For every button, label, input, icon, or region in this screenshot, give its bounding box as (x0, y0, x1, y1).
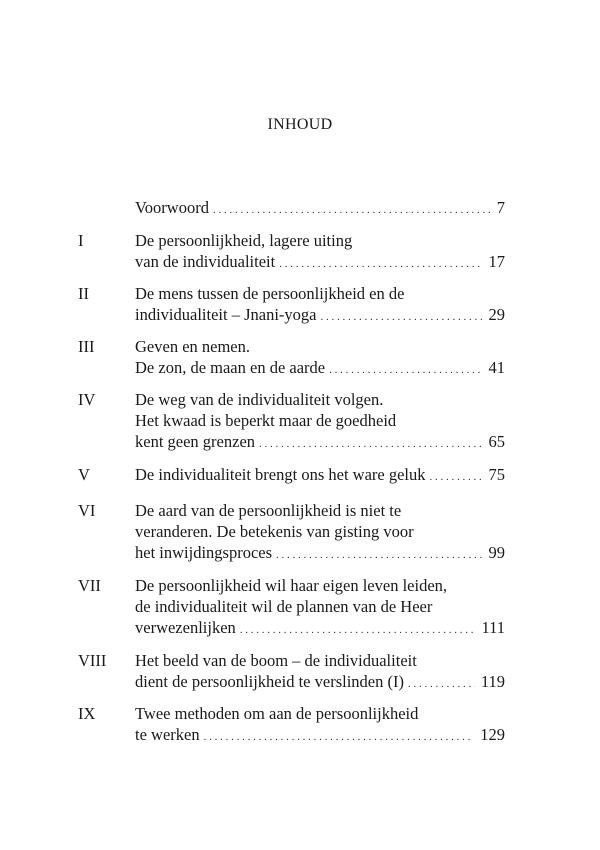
page-number: 129 (480, 725, 505, 744)
page-number: 17 (488, 252, 505, 271)
entry-title-line: De weg van de individualiteit volgen. (135, 390, 384, 409)
page-number: 75 (488, 465, 505, 484)
dot-leader (408, 674, 475, 695)
entry-title-line: Het kwaad is beperkt maar de goedheid (135, 411, 397, 430)
chapter-number: III (78, 337, 95, 356)
entry-title-line: van de individualiteit (135, 252, 276, 271)
entry-title-line: veranderen. De betekenis van gisting voor (135, 522, 414, 541)
entry-title-line: Geven en nemen. (135, 337, 250, 356)
page-number: 41 (488, 358, 505, 377)
page-number: 119 (480, 672, 505, 691)
chapter-number: II (78, 284, 89, 303)
entry-title-line: verwezenlijken (135, 618, 236, 637)
entry-title-line: De individualiteit brengt ons het ware geluk (135, 465, 426, 484)
entry-title-line: Twee methoden om aan de persoonlijkheid (135, 704, 419, 723)
entry-title-line: dient de persoonlijkheid te verslinden (I) (135, 672, 404, 691)
dot-leader (213, 200, 491, 221)
entry-title-line: De persoonlijkheid wil haar eigen leven leiden, (135, 576, 448, 595)
chapter-number: VI (78, 501, 96, 520)
entry-title-line: Voorwoord (135, 198, 209, 217)
page-number: 111 (481, 618, 505, 637)
entry-title-line: Het beeld van de boom – de individualiteit (135, 651, 417, 670)
dot-leader (279, 254, 482, 275)
page-title: INHOUD (267, 116, 333, 133)
dot-leader (320, 307, 482, 328)
dot-leader (240, 620, 476, 641)
dot-leader (259, 434, 482, 455)
chapter-number: VII (78, 576, 101, 595)
entry-title-line: de individualiteit wil de plannen van de Heer (135, 597, 433, 616)
chapter-number: VIII (78, 651, 107, 670)
entry-title-line: De aard van de persoonlijkheid is niet te (135, 501, 402, 520)
page-number: 99 (488, 543, 505, 562)
entry-title-line: kent geen grenzen (135, 432, 256, 451)
entry-title-line: De zon, de maan en de aarde (135, 358, 326, 377)
entry-title-line: het inwijdingsproces (135, 543, 273, 562)
entry-title-line: De persoonlijkheid, lagere uiting (135, 231, 353, 250)
page-number: 65 (488, 432, 505, 451)
dot-leader (276, 545, 482, 566)
chapter-number: IX (78, 704, 96, 723)
page-number: 7 (496, 198, 505, 217)
chapter-number: V (78, 465, 90, 484)
entry-title-line: individualiteit – Jnani-yoga (135, 305, 317, 324)
chapter-number: IV (78, 390, 96, 409)
dot-leader (430, 467, 483, 488)
entry-title-line: De mens tussen de persoonlijkheid en de (135, 284, 405, 303)
dot-leader (204, 727, 475, 748)
chapter-number: I (78, 231, 84, 250)
entry-title-line: te werken (135, 725, 200, 744)
dot-leader (329, 360, 482, 381)
page-number: 29 (488, 305, 505, 324)
